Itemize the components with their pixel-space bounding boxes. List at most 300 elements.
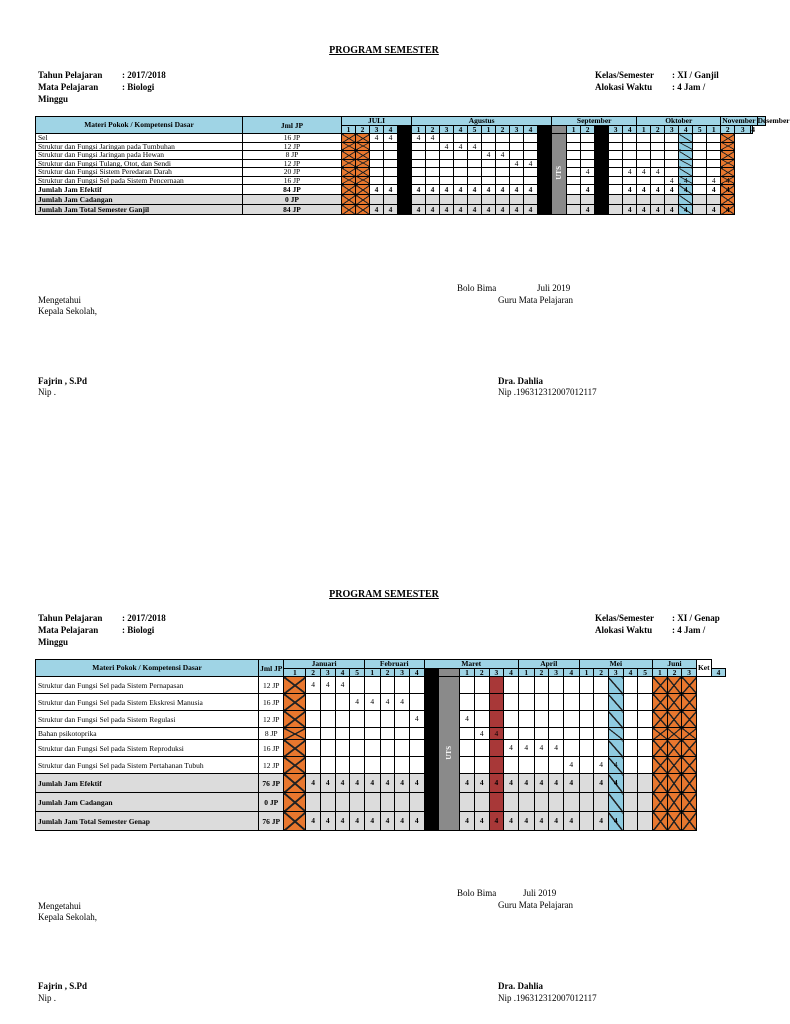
- s1-head-materi: Materi Pokok / Kompetensi Dasar: [36, 117, 243, 134]
- s1-week-cell: [538, 195, 552, 205]
- s2-week-cell: 4: [306, 677, 321, 694]
- s2-week-cell: [653, 740, 668, 757]
- s1-week-num: 2: [356, 125, 370, 134]
- s1-week-cell: [496, 134, 510, 143]
- s2-row-materi: Jumlah Jam Efektif: [36, 774, 259, 793]
- s2-week-cell: [623, 793, 638, 812]
- s2-week-cell: [409, 728, 424, 740]
- s2-week-cell: [504, 793, 519, 812]
- s1-week-cell: 4: [482, 205, 496, 215]
- s1-separator-cell: [538, 125, 552, 134]
- s2-week-cell: [474, 793, 489, 812]
- s2-week-cell: 4: [594, 774, 609, 793]
- s2-week-num: 3: [320, 668, 335, 677]
- s2-week-cell: [395, 793, 410, 812]
- s2-week-cell: [579, 757, 594, 774]
- s2-week-cell: 4: [563, 774, 579, 793]
- s1-week-cell: [651, 151, 665, 160]
- s1-week-cell: [342, 142, 356, 151]
- s1-week-num: 5: [468, 125, 482, 134]
- s2-week-cell: [335, 757, 350, 774]
- s1-week-cell: 4: [468, 205, 482, 215]
- s1-table-row: [36, 185, 766, 195]
- s2-week-cell: 4: [350, 812, 365, 831]
- s2-schedule-table: [35, 659, 756, 831]
- s2-week-cell: [563, 728, 579, 740]
- s1-row-materi: Jumlah Jam Efektif: [36, 185, 243, 195]
- s2-mengetahui: Mengetahui: [38, 901, 81, 911]
- s2-week-cell: [306, 728, 321, 740]
- s1-week-cell: [356, 142, 370, 151]
- s2-week-cell: [682, 757, 697, 774]
- s2-week-cell: [667, 677, 682, 694]
- s2-week-cell: 4: [350, 774, 365, 793]
- s2-week-cell: [563, 740, 579, 757]
- s1-week-cell: [384, 159, 398, 168]
- s1-week-cell: [609, 168, 623, 177]
- s1-alokasi-label: Alokasi Waktu: [595, 82, 653, 92]
- s1-week-cell: [651, 176, 665, 185]
- s1-week-cell: [398, 134, 412, 143]
- s2-row-jml: 16 JP: [259, 694, 284, 711]
- s1-week-cell: 4: [454, 185, 468, 195]
- s2-week-cell: [653, 728, 668, 740]
- s1-month-4: November: [722, 116, 756, 125]
- s1-kelas-label: Kelas/Semester: [595, 70, 654, 80]
- s1-week-cell: [567, 195, 581, 205]
- s2-week-cell: [474, 677, 489, 694]
- s2-week-cell: 4: [424, 812, 439, 831]
- s2-week-num: 1: [653, 668, 668, 677]
- s1-week-cell: [412, 142, 426, 151]
- s1-place: Bolo Bima: [457, 283, 497, 293]
- s1-head-jml: Jml JP: [243, 117, 342, 134]
- s1-week-cell: [370, 159, 384, 168]
- s1-week-cell: [637, 195, 651, 205]
- s1-week-cell: [482, 134, 496, 143]
- s2-week-cell: [364, 757, 380, 774]
- s1-row-materi: Struktur dan Fungsi Tulang, Otot, dan Sendi: [36, 159, 243, 168]
- s2-week-num: 2: [380, 668, 395, 677]
- s1-week-cell: [496, 176, 510, 185]
- s2-week-cell: [653, 774, 668, 793]
- s2-week-cell: [549, 711, 564, 728]
- s2-week-cell: [653, 694, 668, 711]
- s1-week-num: 3: [510, 125, 524, 134]
- s2-week-cell: [504, 757, 519, 774]
- s1-week-cell: [595, 142, 609, 151]
- s2-kepsek: Kepala Sekolah,: [38, 912, 97, 922]
- s2-week-cell: [284, 694, 306, 711]
- s1-week-cell: 4: [524, 185, 538, 195]
- s2-week-cell: [409, 694, 424, 711]
- s2-week-cell: 4: [306, 812, 321, 831]
- s2-week-cell: 4: [320, 812, 335, 831]
- s1-week-cell: [342, 185, 356, 195]
- s1-week-cell: [398, 159, 412, 168]
- s1-week-cell: 4: [679, 205, 693, 215]
- s2-week-cell: [320, 728, 335, 740]
- s1-week-cell: [651, 195, 665, 205]
- s1-week-cell: [538, 142, 552, 151]
- s2-week-cell: [395, 757, 410, 774]
- s1-week-cell: 4: [665, 205, 679, 215]
- s2-week-cell: [608, 694, 623, 711]
- s2-week-cell: [335, 793, 350, 812]
- s1-week-cell: 4: [440, 142, 454, 151]
- s2-week-cell: 4: [380, 694, 395, 711]
- s2-week-cell: [667, 757, 682, 774]
- s1-week-cell: [412, 176, 426, 185]
- s2-row-jml: 8 JP: [259, 728, 284, 740]
- s1-week-cell: 4: [637, 168, 651, 177]
- s1-week-cell: [398, 205, 412, 215]
- s2-week-cell: [623, 677, 638, 694]
- s2-week-cell: [682, 677, 697, 694]
- s2-week-cell: [667, 812, 682, 831]
- s1-table-row: [36, 195, 766, 205]
- s2-week-cell: [563, 793, 579, 812]
- s1-week-cell: [679, 151, 693, 160]
- s2-week-cell: 4: [460, 711, 475, 728]
- s1-week-cell: [707, 195, 721, 205]
- s1-week-cell: [426, 195, 440, 205]
- s2-week-cell: [395, 740, 410, 757]
- s2-week-num: 3: [549, 668, 564, 677]
- s2-week-cell: 4: [549, 812, 564, 831]
- s1-week-cell: 4: [496, 185, 510, 195]
- s2-week-cell: 4: [320, 774, 335, 793]
- s1-week-cell: [721, 142, 735, 151]
- s1-month-3: Oktober: [637, 117, 721, 126]
- s2-week-cell: [350, 711, 365, 728]
- s2-week-cell: 4: [320, 677, 335, 694]
- s2-week-cell: [395, 728, 410, 740]
- s1-week-cell: [342, 176, 356, 185]
- s1-week-cell: [398, 142, 412, 151]
- s1-week-num: 4: [454, 125, 468, 134]
- s1-month-0: JULI: [342, 117, 412, 126]
- s2-week-cell: [474, 740, 489, 757]
- s1-week-cell: 4: [679, 185, 693, 195]
- s2-week-cell: [638, 728, 653, 740]
- s2-row-materi: Struktur dan Fungsi Sel pada Sistem Pernapasan: [36, 677, 259, 694]
- s2-week-num: 4: [504, 668, 519, 677]
- s1-week-cell: 4: [426, 205, 440, 215]
- s1-week-cell: [581, 195, 595, 205]
- s1-week-cell: [356, 185, 370, 195]
- s2-week-cell: [549, 728, 564, 740]
- s2-week-cell: [350, 757, 365, 774]
- s2-week-cell: [594, 740, 609, 757]
- s1-week-cell: 4: [454, 205, 468, 215]
- s1-week-cell: [665, 195, 679, 205]
- s2-mapel-label: Mata Pelajaran: [38, 625, 99, 635]
- s1-week-cell: [454, 168, 468, 177]
- s1-week-cell: [496, 195, 510, 205]
- s2-week-cell: [424, 740, 439, 757]
- s2-week-cell: [460, 740, 475, 757]
- s2-week-cell: [350, 677, 365, 694]
- s1-week-cell: [567, 151, 581, 160]
- s2-week-num: 2: [474, 668, 489, 677]
- s2-table-row: [36, 812, 756, 831]
- s2-week-cell: 4: [364, 774, 380, 793]
- s1-week-cell: [623, 134, 637, 143]
- s1-week-cell: 4: [651, 185, 665, 195]
- s1-week-num: 3: [735, 125, 751, 134]
- s2-row-materi: Bahan psikotoprika: [36, 728, 259, 740]
- s1-week-num: 4: [751, 124, 756, 134]
- s1-week-cell: [510, 142, 524, 151]
- s1-week-cell: [693, 142, 707, 151]
- s1-week-cell: [468, 195, 482, 205]
- s1-week-cell: 4: [510, 205, 524, 215]
- s1-week-cell: [693, 134, 707, 143]
- s1-week-cell: [440, 151, 454, 160]
- s1-week-cell: [651, 142, 665, 151]
- s2-week-num: 5: [350, 668, 365, 677]
- s1-week-cell: [482, 168, 496, 177]
- s2-week-cell: [460, 793, 475, 812]
- s2-week-cell: 4: [395, 812, 410, 831]
- s1-week-num: 3: [370, 125, 384, 134]
- s1-guru-name: Dra. Dahlia: [498, 376, 543, 386]
- s1-separator-cell: [595, 125, 609, 134]
- s1-alokasi-value: : 4 Jam /: [672, 82, 706, 92]
- s1-week-cell: [637, 134, 651, 143]
- s1-week-cell: 4: [440, 185, 454, 195]
- s2-week-cell: 4: [608, 812, 623, 831]
- s1-week-cell: [440, 168, 454, 177]
- s1-week-cell: 4: [623, 168, 637, 177]
- s1-week-cell: [538, 159, 552, 168]
- s2-week-cell: [350, 728, 365, 740]
- s2-alokasi-value: : 4 Jam /: [672, 625, 706, 635]
- s1-week-cell: [342, 134, 356, 143]
- s1-week-cell: [398, 185, 412, 195]
- s1-week-cell: [496, 168, 510, 177]
- s2-week-cell: [682, 774, 697, 793]
- s2-week-cell: [667, 774, 682, 793]
- s2-week-cell: [579, 677, 594, 694]
- s1-week-cell: 4: [482, 151, 496, 160]
- s1-week-num: 2: [426, 125, 440, 134]
- s2-week-cell: [518, 677, 534, 694]
- s1-week-cell: 4: [412, 185, 426, 195]
- s1-week-cell: [384, 151, 398, 160]
- s1-week-cell: [454, 159, 468, 168]
- s2-week-cell: 4: [534, 740, 549, 757]
- s2-week-cell: [638, 711, 653, 728]
- s2-week-cell: [284, 677, 306, 694]
- s1-week-num: 4: [524, 125, 538, 134]
- s1-week-cell: [426, 176, 440, 185]
- s1-week-num: 1: [637, 125, 651, 134]
- s2-week-cell: [594, 793, 609, 812]
- s2-table-row: [36, 694, 756, 711]
- s1-row-materi: Jumlah Jam Cadangan: [36, 195, 243, 205]
- s1-week-cell: [707, 168, 721, 177]
- s2-alokasi-label: Alokasi Waktu: [595, 625, 653, 635]
- s2-week-cell: [579, 728, 594, 740]
- s2-week-cell: [284, 711, 306, 728]
- s1-week-cell: [384, 168, 398, 177]
- s2-week-cell: [364, 711, 380, 728]
- s1-week-cell: [567, 176, 581, 185]
- s2-week-cell: [579, 694, 594, 711]
- s2-week-cell: 4: [409, 711, 424, 728]
- s1-week-cell: [609, 176, 623, 185]
- s2-table-row: [36, 774, 756, 793]
- s1-week-cell: [342, 195, 356, 205]
- s1-week-cell: 4: [370, 205, 384, 215]
- s1-week-cell: 4: [384, 205, 398, 215]
- s1-week-cell: 4: [623, 185, 637, 195]
- s2-week-cell: 4: [409, 774, 424, 793]
- s1-row-jml: 12 JP: [243, 159, 342, 168]
- s1-row-materi: Struktur dan Fungsi Sistem Peredaran Darah: [36, 168, 243, 177]
- s2-week-cell: [518, 793, 534, 812]
- s2-week-num: 3: [489, 668, 504, 677]
- s1-week-cell: [524, 142, 538, 151]
- s1-month-2: September: [552, 117, 637, 126]
- s1-month-1: Agustus: [412, 117, 552, 126]
- s1-week-cell: [370, 195, 384, 205]
- s2-title: PROGRAM SEMESTER: [329, 589, 439, 600]
- s1-week-cell: 4: [454, 142, 468, 151]
- s2-mapel-value: : Biologi: [122, 625, 155, 635]
- s1-week-cell: [595, 134, 609, 143]
- s1-week-cell: [567, 168, 581, 177]
- s2-guru-title: Guru Mata Pelajaran: [498, 900, 573, 910]
- s2-week-cell: 4: [504, 774, 519, 793]
- s1-week-cell: [524, 168, 538, 177]
- s1-tahun-value: : 2017/2018: [122, 70, 166, 80]
- s1-week-cell: [398, 168, 412, 177]
- s2-week-cell: [623, 694, 638, 711]
- s1-week-cell: [454, 134, 468, 143]
- s1-week-cell: 4: [510, 185, 524, 195]
- s1-week-cell: [693, 176, 707, 185]
- s2-table-row: [36, 711, 756, 728]
- s1-week-cell: [510, 151, 524, 160]
- s1-week-num: 1: [707, 125, 721, 134]
- s2-week-cell: [623, 728, 638, 740]
- s2-week-cell: 4: [518, 774, 534, 793]
- s2-week-cell: [682, 812, 697, 831]
- s1-week-cell: [651, 134, 665, 143]
- s1-week-cell: [370, 151, 384, 160]
- s2-week-cell: [594, 694, 609, 711]
- s1-week-cell: [693, 205, 707, 215]
- s2-week-cell: [638, 694, 653, 711]
- s2-week-cell: [284, 793, 306, 812]
- s1-week-cell: [426, 159, 440, 168]
- s2-week-cell: [608, 677, 623, 694]
- s1-schedule-table: [35, 116, 790, 215]
- s2-month-0: Januari: [284, 660, 365, 669]
- s2-week-cell: 4: [350, 694, 365, 711]
- s1-week-cell: [398, 195, 412, 205]
- s1-table-row: [36, 168, 766, 177]
- s2-week-cell: 4: [489, 728, 504, 740]
- s1-week-cell: [468, 168, 482, 177]
- s2-week-cell: [638, 757, 653, 774]
- s1-row-jml: 20 JP: [243, 168, 342, 177]
- s1-week-cell: [440, 134, 454, 143]
- s1-week-cell: 4: [637, 185, 651, 195]
- s1-week-cell: [412, 159, 426, 168]
- s1-row-jml: 12 JP: [243, 142, 342, 151]
- s2-place: Bolo Bima: [457, 888, 497, 898]
- s1-week-num: 4: [679, 125, 693, 134]
- s2-week-cell: [638, 793, 653, 812]
- s2-week-cell: 4: [504, 812, 519, 831]
- s1-week-cell: [707, 142, 721, 151]
- s2-week-cell: [306, 757, 321, 774]
- s2-table-row: [36, 793, 756, 812]
- s2-week-cell: [364, 740, 380, 757]
- s2-week-num: 2: [306, 668, 321, 677]
- s1-week-cell: [440, 176, 454, 185]
- s2-week-num: 4: [409, 668, 424, 677]
- s1-week-cell: 4: [665, 185, 679, 195]
- s1-week-cell: [454, 195, 468, 205]
- s1-week-cell: [468, 159, 482, 168]
- s2-week-cell: [653, 757, 668, 774]
- s2-week-cell: 4: [534, 774, 549, 793]
- s2-week-cell: [320, 711, 335, 728]
- s1-week-cell: [609, 134, 623, 143]
- s1-row-materi: Struktur dan Fungsi Jaringan pada Hewan: [36, 151, 243, 160]
- s2-table-row: [36, 740, 756, 757]
- s1-week-cell: [665, 168, 679, 177]
- s2-week-cell: [549, 677, 564, 694]
- s2-week-cell: [364, 793, 380, 812]
- s2-week-cell: [504, 694, 519, 711]
- s1-row-jml: 16 JP: [243, 134, 342, 143]
- s2-week-cell: [409, 757, 424, 774]
- s2-week-num: 1: [364, 668, 380, 677]
- s2-kelas-value: : XI / Genap: [672, 613, 720, 623]
- s2-week-cell: [534, 677, 549, 694]
- s2-row-jml: 0 JP: [259, 793, 284, 812]
- s1-uts-column: [552, 134, 567, 215]
- s1-week-cell: 4: [721, 176, 735, 185]
- s2-month-4: Mei: [579, 660, 652, 669]
- s2-week-cell: [579, 711, 594, 728]
- s1-row-materi: Jumlah Jam Total Semester Ganjil: [36, 205, 243, 215]
- s1-week-cell: [440, 195, 454, 205]
- s1-mapel-label: Mata Pelajaran: [38, 82, 99, 92]
- s2-week-cell: [623, 740, 638, 757]
- s1-week-cell: [679, 142, 693, 151]
- s2-week-cell: [563, 711, 579, 728]
- s1-week-cell: [538, 151, 552, 160]
- s1-week-num: 1: [567, 125, 581, 134]
- s2-head-jml: Jml JP: [259, 660, 284, 677]
- s2-row-jml: 12 JP: [259, 757, 284, 774]
- s2-week-cell: [638, 677, 653, 694]
- s1-week-cell: 4: [496, 205, 510, 215]
- s1-week-cell: [510, 134, 524, 143]
- s1-week-cell: [609, 185, 623, 195]
- s1-week-cell: 4: [440, 205, 454, 215]
- s2-week-cell: [579, 774, 594, 793]
- s2-week-cell: [424, 757, 439, 774]
- s2-week-cell: 4: [504, 740, 519, 757]
